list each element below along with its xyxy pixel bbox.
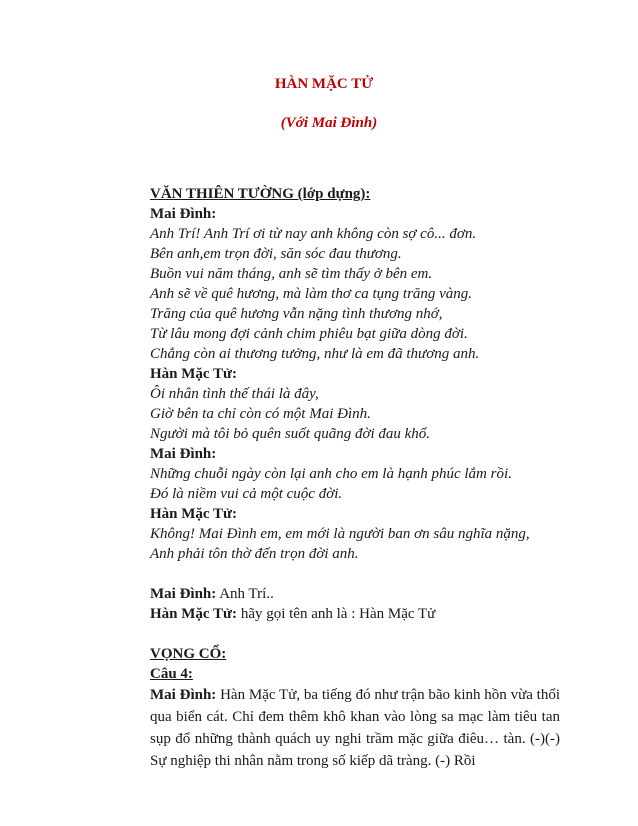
- page-subtitle: (Với Mai Đình): [280, 115, 378, 131]
- dialogue-text: hãy gọi tên anh là : Hàn Mặc Tử: [240, 606, 436, 622]
- speaker-label: Hàn Mặc Tử:: [150, 506, 238, 522]
- verse-line: Chẳng còn ai thương tưởng, như là em đã thương anh.: [150, 346, 480, 362]
- dialogue-text: Anh Trí..: [219, 586, 274, 602]
- verse-line: Buồn vui năm tháng, anh sẽ tìm thấy ở bên em.: [150, 266, 433, 282]
- prose-paragraph: [150, 684, 560, 772]
- section-heading: VỌNG CỔ:: [150, 646, 227, 662]
- verse-line: Anh phải tôn thờ đến trọn đời anh.: [150, 546, 359, 562]
- arranger-credit: VĂN THIÊN TƯỜNG (lớp dựng):: [150, 186, 371, 202]
- speaker-label: Hàn Mặc Tử:: [150, 366, 238, 382]
- page-title: HÀN MẶC TỬ: [274, 76, 374, 92]
- speaker-label: Mai Đình:: [150, 586, 217, 602]
- verse-line: Giờ bên ta chỉ còn có một Mai Đình.: [150, 406, 371, 422]
- paragraph-text: Hàn Mặc Tử, ba tiếng đó như trận bão kinh hồn vừa thổi qua biển cát. Chỉ đem thêm khô khan vào lòng sa mạc làm tiêu tan sụp đổ những thành quách uy nghi trầm mặc giữa điêu… tàn. (-)(-) Sự nghiệp thi nhân nằm trong số kiếp dã tràng. (-) Rồi: [150, 687, 560, 769]
- verse-line: Anh Trí! Anh Trí ơi từ nay anh không còn sợ cô... đơn.: [150, 226, 477, 242]
- spacer: [150, 564, 560, 584]
- speaker-label: Mai Đình:: [150, 446, 217, 462]
- verse-line: Ôi nhân tình thế thái là đây,: [150, 386, 319, 402]
- verse-line: Người mà tôi bỏ quên suốt quãng đời đau khổ.: [150, 426, 431, 442]
- spacer: [150, 624, 560, 644]
- verse-line: Bên anh,em trọn đời, săn sóc đau thương.: [150, 246, 402, 262]
- document-body: [150, 184, 560, 772]
- verse-line: Những chuỗi ngày còn lại anh cho em là hạnh phúc lắm rồi.: [150, 466, 512, 482]
- dialogue-line: [150, 604, 560, 624]
- verse-line: Anh sẽ về quê hương, mà làm thơ ca tụng trăng vàng.: [150, 286, 473, 302]
- verse-number: Câu 4:: [150, 666, 193, 682]
- verse-line: Đó là niềm vui cả một cuộc đời.: [150, 486, 343, 502]
- verse-line: Trăng của quê hương vẫn nặng tình thương nhớ,: [150, 306, 443, 322]
- dialogue-line: [150, 584, 560, 604]
- verse-line: Từ lâu mong đợi cảnh chim phiêu bạt giữa dòng đời.: [150, 326, 468, 342]
- speaker-label: Hàn Mặc Tử:: [150, 606, 238, 622]
- verse-line: Không! Mai Đình em, em mới là người ban ơn sâu nghĩa nặng,: [150, 526, 530, 542]
- speaker-label: Mai Đình:: [150, 687, 217, 703]
- speaker-label: Mai Đình:: [150, 206, 217, 222]
